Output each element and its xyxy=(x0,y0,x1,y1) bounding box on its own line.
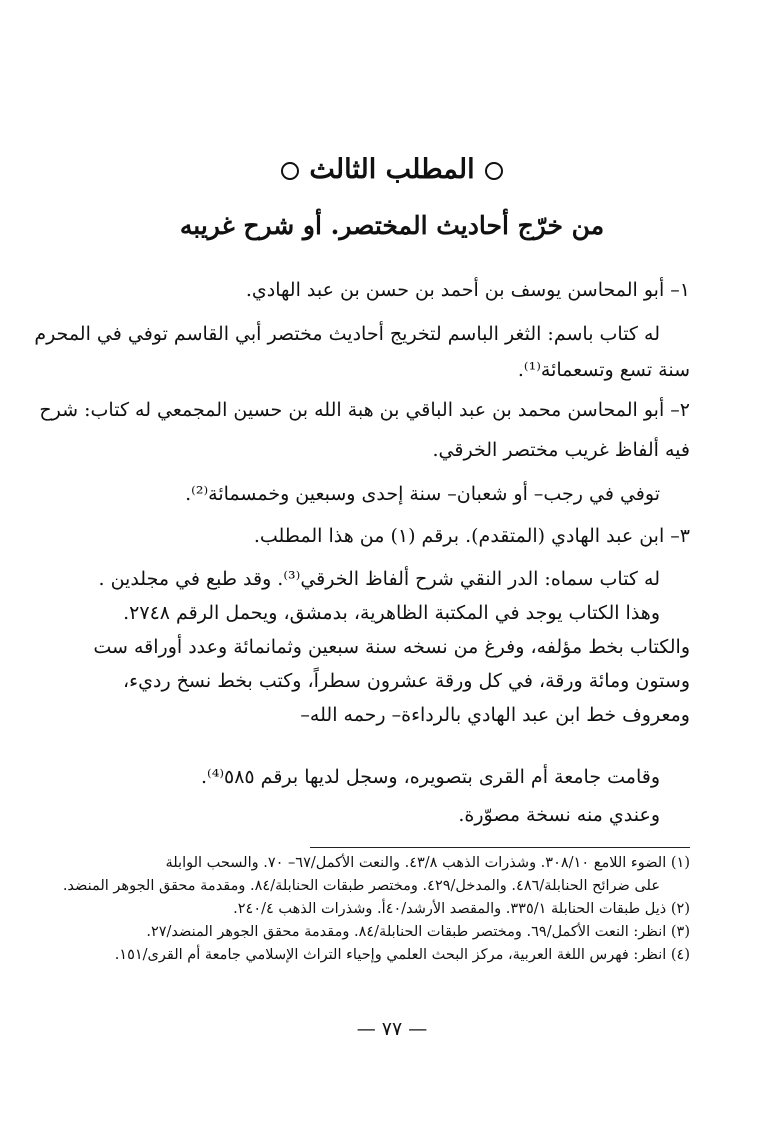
entry-3-line: ٣– ابن عبد الهادي (المتقدم). برقم (١) من هذا المطلب. xyxy=(253,525,690,547)
circle-ornament-icon xyxy=(485,162,503,180)
page-number: — ٧٧ — xyxy=(356,1018,428,1040)
entry-3-heading xyxy=(118,516,690,556)
footnotes xyxy=(62,852,690,967)
entry-3-line: له كتاب سماه: الدر النقي شرح ألفاظ الخرقي⁽³⁾. وقد طبع في مجلدين . xyxy=(98,568,660,590)
entry-1-body xyxy=(34,316,690,388)
entry-1-heading xyxy=(118,272,690,308)
footnote-1-continued: على ضرائح الحنابلة/٤٨٦. والمدخل/٤٢٩. ومختصر طبقات الحنابلة/٨٤. ومقدمة محقق الجوهر المنضد. xyxy=(62,878,660,894)
entry-1-line: سنة تسع وتسعمائة⁽¹⁾. xyxy=(517,359,690,381)
entry-3-tail xyxy=(118,758,690,834)
entry-3-line: والكتاب بخط مؤلفه، وفرغ من نسخه سنة سبعين وثمانمائة وعدد أوراقه ست xyxy=(93,636,690,658)
footnote-1: (١) الضوء اللامع ٣٠٨/١٠. وشذرات الذهب ٤٣/٨. والنعت الأكمل/٦٧– ٧٠. والسحب الوابلة xyxy=(165,855,690,871)
entry-3-line: ومعروف خط ابن عبد الهادي بالرداءة– رحمه الله– xyxy=(300,704,690,726)
entry-1-line: ١– أبو المحاسن يوسف بن أحمد بن حسن بن عبد الهادي. xyxy=(245,279,690,301)
section-heading xyxy=(0,148,784,192)
footnote-3: (٣) انظر: النعت الأكمل/٦٩. ومختصر طبقات الحنابلة/٨٤. ومقدمة محقق الجوهر المنضد/٢٧. xyxy=(146,924,690,940)
circle-ornament-icon xyxy=(281,162,299,180)
entry-2 xyxy=(39,390,690,470)
entry-3-line: وقامت جامعة أم القرى بتصويره، وسجل لديها برقم ٥٨٥⁽⁴⁾. xyxy=(201,766,660,788)
footnote-divider xyxy=(310,847,690,848)
entry-3-body xyxy=(93,562,690,732)
entry-2-line: فيه ألفاظ غريب مختصر الخرقي. xyxy=(432,439,690,461)
entry-2-line: توفي في رجب– أو شعبان– سنة إحدى وسبعين وخمسمائة⁽²⁾. xyxy=(185,483,660,505)
entry-3-line: وهذا الكتاب يوجد في المكتبة الظاهرية، بدمشق، ويحمل الرقم ٢٧٤٨. xyxy=(123,602,660,624)
footnote-4: (٤) انظر: فهرس اللغة العربية، مركز البحث العلمي وإحياء التراث الإسلامي جامعة أم القرى/١٥١. xyxy=(114,947,690,963)
entry-1-line: له كتاب باسم: الثغر الباسم لتخريج أحاديث مختصر أبي القاسم توفي في المحرم xyxy=(34,323,660,345)
entry-2-death xyxy=(118,476,690,512)
section-subtitle: من خرّج أحاديث المختصر. أو شرح غريبه xyxy=(179,211,605,240)
entry-3-line: وستون ومائة ورقة، في كل ورقة عشرون سطراً، وكتب بخط نسخ رديء، xyxy=(123,670,690,692)
section-title: المطلب الثالث xyxy=(309,154,475,185)
entry-2-line: ٢– أبو المحاسن محمد بن عبد الباقي بن هبة الله بن حسين المجمعي له كتاب: شرح xyxy=(39,399,690,421)
footnote-2: (٢) ذيل طبقات الحنابلة ٣٣٥/١. والمقصد الأرشد/٤٠أ. وشذرات الذهب ٢٤٠/٤. xyxy=(233,901,690,917)
entry-3-line: وعندي منه نسخة مصوّرة. xyxy=(458,804,660,826)
